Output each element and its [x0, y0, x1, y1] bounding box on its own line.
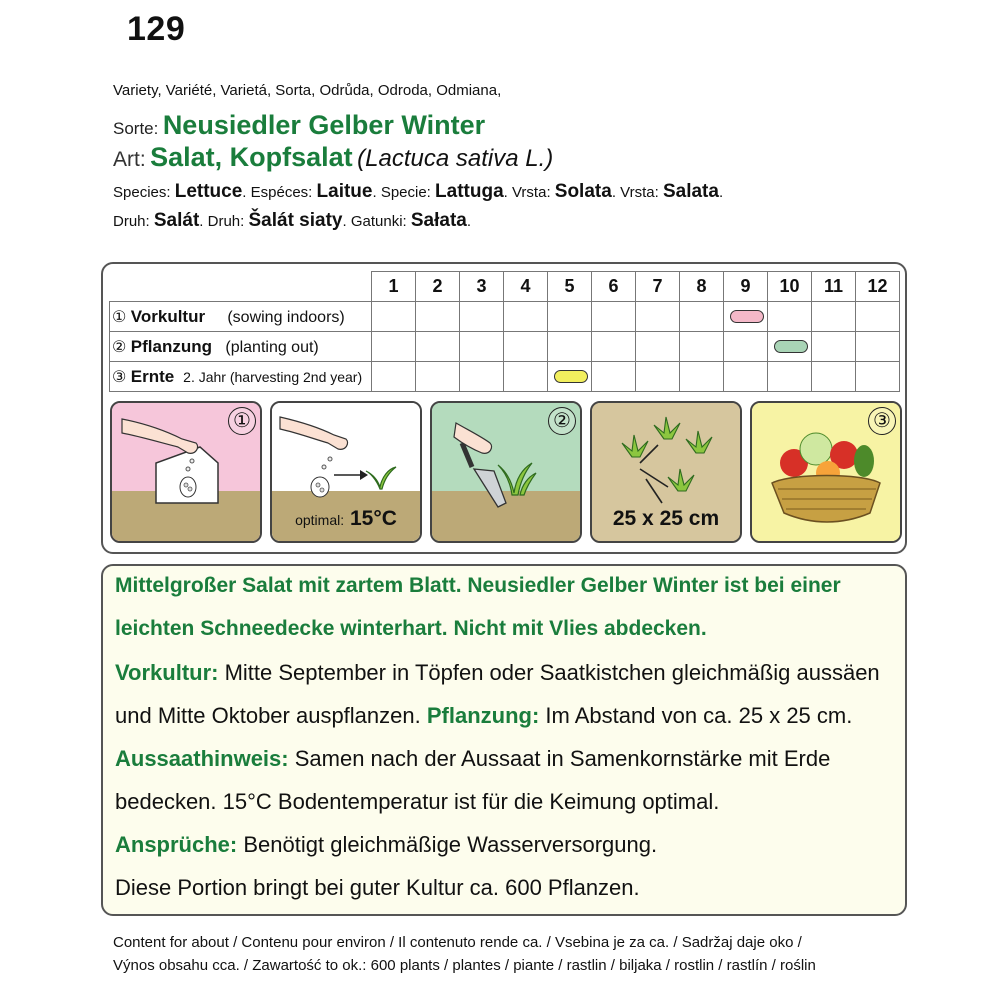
art-label: Art:	[113, 148, 146, 171]
calendar-cell	[504, 302, 548, 332]
row-name: Pflanzung	[130, 336, 213, 356]
month-header: 3	[460, 272, 504, 302]
pictogram-step-number: ①	[228, 407, 256, 435]
pflanzung-heading: Pflanzung:	[426, 703, 540, 728]
calendar-period-marker	[554, 370, 588, 383]
portion-text: Diese Portion bringt bei guter Kultur ca. 600 Pflanzen.	[115, 875, 640, 900]
calendar-cell	[680, 362, 724, 392]
calendar-cell	[416, 332, 460, 362]
ansprueche-text: Benötigt gleichmäßige Wasserversorgung.	[237, 832, 658, 857]
calendar-cell	[812, 362, 856, 392]
druh-label: Druh:	[207, 213, 245, 230]
calendar-cell	[768, 362, 812, 392]
month-header: 2	[416, 272, 460, 302]
calendar-cell	[812, 302, 856, 332]
calendar-cell	[768, 302, 812, 332]
row-name: Ernte	[130, 366, 175, 386]
calendar-cell	[460, 302, 504, 332]
calendar-cell	[680, 302, 724, 332]
calendar-cell	[724, 362, 768, 392]
calendar-cell	[724, 302, 768, 332]
planting-text: und Mitte Oktober auspflanzen.	[115, 703, 427, 728]
calendar-cell	[856, 332, 900, 362]
month-header: 12	[856, 272, 900, 302]
plant-spacing-label: 25 x 25 cm	[612, 507, 720, 530]
month-header: 8	[680, 272, 724, 302]
row-name: Vorkultur	[130, 306, 206, 326]
pictogram-step-number: ③	[868, 407, 896, 435]
calendar-cell	[724, 332, 768, 362]
species-label: Vrsta:	[620, 184, 659, 201]
calendar-corner	[110, 272, 372, 302]
druh-value: Šalát siaty	[248, 210, 343, 231]
species-label: Specie:	[380, 184, 431, 201]
month-header: 6	[592, 272, 636, 302]
calendar-cell	[636, 332, 680, 362]
species-title-row	[113, 142, 553, 173]
pictogram-germination	[270, 401, 422, 543]
description-panel	[101, 564, 907, 916]
calendar-month-header	[110, 272, 900, 302]
calendar-row-ernte	[110, 362, 900, 392]
germination-temperature	[272, 507, 420, 531]
row-extra: (sowing indoors)	[227, 308, 345, 326]
calendar-cell	[856, 302, 900, 332]
calendar-cell	[680, 332, 724, 362]
calendar-cell	[548, 302, 592, 332]
species-translations: Species: Lettuce. Espéces: Laitue. Specie: Lattuga. Vrsta: Solata. Vrsta: Salata.	[113, 181, 724, 202]
species-value: Lattuga	[435, 181, 504, 202]
content-footer-line: Content for about / Contenu pour environ / Il contenuto rende ca. / Vsebina je za ca. / Sadržaj daje oko /	[113, 934, 802, 951]
pictogram-sowing	[110, 401, 262, 543]
row-symbol: ①	[112, 308, 127, 326]
calendar-cell	[548, 362, 592, 392]
vorkultur-heading: Vorkultur:	[115, 660, 219, 685]
aussaat-text: Samen nach der Aussaat in Samenkornstärke mit Erde	[288, 746, 831, 771]
month-header: 9	[724, 272, 768, 302]
calendar-row-label	[110, 362, 372, 392]
druh-value: Sałata	[410, 210, 467, 231]
species-label: Vrsta:	[511, 184, 551, 201]
calendar-cell	[460, 362, 504, 392]
species-label: Species:	[113, 184, 171, 201]
druh-label: Gatunki:	[350, 213, 407, 230]
aussaat-paragraph	[115, 746, 830, 772]
month-header: 4	[504, 272, 548, 302]
species-label: Espéces:	[250, 184, 313, 201]
row-symbol: ②	[112, 338, 127, 356]
calendar-cell	[504, 362, 548, 392]
month-header: 7	[636, 272, 680, 302]
calendar-row-vorkultur	[110, 302, 900, 332]
pflanzung-paragraph	[115, 703, 852, 729]
caption-value: 15°C	[349, 507, 397, 530]
description-intro-line: leichten Schneedecke winterhart. Nicht mit Vlies abdecken.	[115, 617, 707, 640]
month-header: 5	[548, 272, 592, 302]
vorkultur-paragraph	[115, 660, 880, 686]
ansprueche-heading: Ansprüche:	[115, 832, 238, 857]
month-header: 1	[372, 272, 416, 302]
calendar-cell	[636, 362, 680, 392]
pictogram-planting	[430, 401, 582, 543]
variety-multilingual-label: Variety, Variété, Varietá, Sorta, Odrůda, Odroda, Odmiana,	[113, 82, 502, 99]
pictogram-harvest	[750, 401, 902, 543]
sowing-calendar-table	[109, 271, 900, 392]
row-extra: (planting out)	[225, 338, 319, 356]
sowing-calendar-panel	[101, 262, 907, 554]
art-name: Salat, Kopfsalat	[150, 142, 353, 172]
calendar-cell	[416, 302, 460, 332]
variety-name: Neusiedler Gelber Winter	[162, 110, 486, 140]
species-value: Lettuce	[174, 181, 243, 202]
pflanzung-text: Im Abstand von ca. 25 x 25 cm.	[539, 703, 853, 728]
calendar-period-marker	[774, 340, 808, 353]
caption-small: optimal:	[295, 512, 345, 528]
calendar-cell	[460, 332, 504, 362]
pictogram-spacing	[590, 401, 742, 543]
calendar-cell	[416, 362, 460, 392]
month-header: 11	[812, 272, 856, 302]
aussaat-heading: Aussaathinweis:	[115, 746, 289, 771]
packet-number: 129	[127, 10, 186, 48]
latin-name: (Lactuca sativa L.)	[357, 145, 554, 172]
calendar-row-label	[110, 302, 372, 332]
calendar-cell	[504, 332, 548, 362]
calendar-cell	[812, 332, 856, 362]
druh-translations: Druh: Salát. Druh: Šalát siaty. Gatunki: Sałata.	[113, 210, 472, 231]
variety-row	[113, 110, 485, 141]
ansprueche-paragraph	[115, 832, 657, 858]
calendar-cell	[592, 302, 636, 332]
calendar-cell	[372, 302, 416, 332]
calendar-period-marker	[730, 310, 764, 323]
germination-text: bedecken. 15°C Bodentemperatur ist für die Keimung optimal.	[115, 789, 720, 814]
species-value: Laitue	[316, 181, 373, 202]
druh-value: Salát	[153, 210, 200, 231]
calendar-cell	[768, 332, 812, 362]
calendar-cell	[548, 332, 592, 362]
calendar-cell	[592, 362, 636, 392]
calendar-cell	[636, 302, 680, 332]
calendar-cell	[592, 332, 636, 362]
pictogram-step-number: ②	[548, 407, 576, 435]
calendar-row-label	[110, 332, 372, 362]
druh-label: Druh:	[113, 213, 150, 230]
species-value: Salata	[662, 181, 719, 202]
calendar-cell	[372, 332, 416, 362]
calendar-cell	[856, 362, 900, 392]
calendar-cell	[372, 362, 416, 392]
row-extra: 2. Jahr (harvesting 2nd year)	[183, 368, 363, 385]
species-value: Solata	[554, 181, 612, 202]
month-header: 10	[768, 272, 812, 302]
row-symbol: ③	[112, 368, 127, 386]
calendar-row-pflanzung	[110, 332, 900, 362]
vorkultur-text: Mitte September in Töpfen oder Saatkistchen gleichmäßig aussäen	[218, 660, 880, 685]
sorte-label: Sorte:	[113, 119, 159, 138]
description-intro-line: Mittelgroßer Salat mit zartem Blatt. Neusiedler Gelber Winter ist bei einer	[115, 574, 841, 597]
content-footer-line: Výnos obsahu cca. / Zawartość to ok.: 600 plants / plantes / piante / rastlin / biljaka / rostlin / rastlín / roślin	[113, 957, 816, 974]
